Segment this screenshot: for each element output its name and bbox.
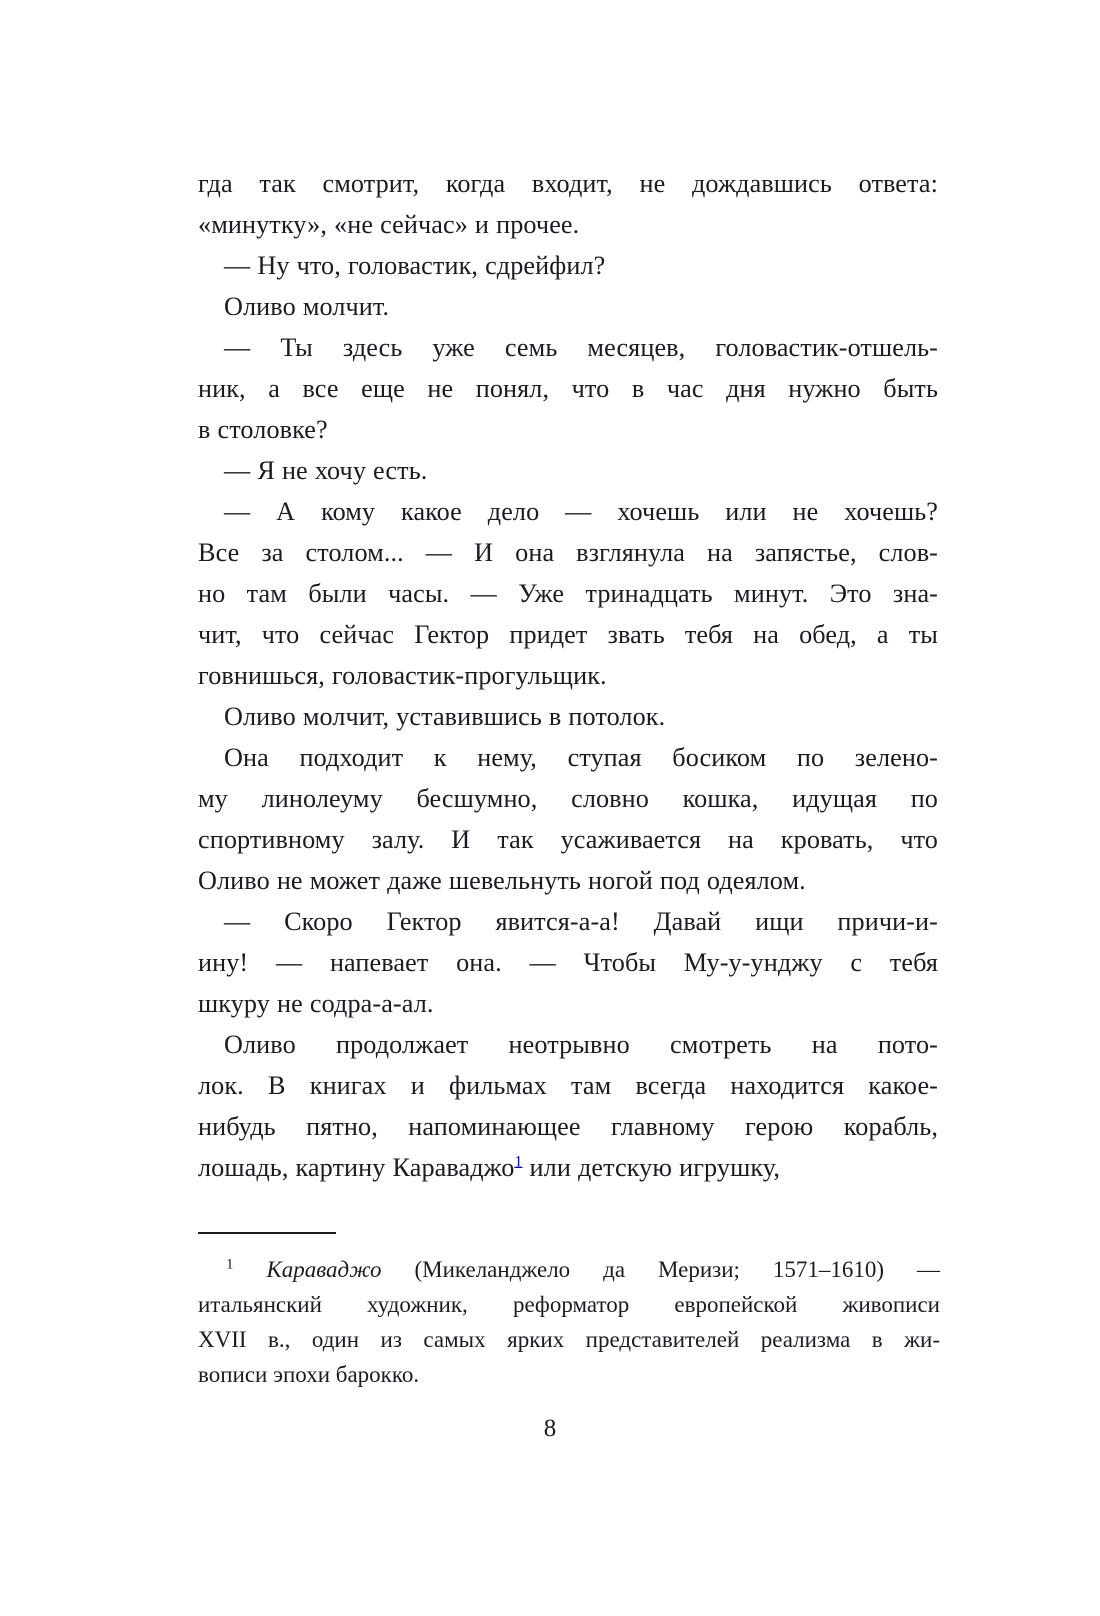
text-line: ину! — напевает она. — Чтобы Му-у-унджу с тебя <box>198 948 938 977</box>
text-line: — А кому какое дело — хочешь или не хочешь? <box>224 497 938 526</box>
text-line: гда так смотрит, когда входит, не дождавшись ответа: <box>198 169 938 198</box>
paragraph <box>198 327 938 450</box>
paragraph <box>198 901 938 1024</box>
text-line: Оливо продолжает неотрывно смотреть на пото- <box>224 1030 938 1059</box>
text-line: лок. В книгах и фильмах там всегда находится какое- <box>198 1071 938 1100</box>
footnote-block <box>198 1232 940 1392</box>
footnote-separator-rule <box>198 1232 336 1234</box>
body-text-column <box>198 163 938 1188</box>
text-line: — Скоро Гектор явится-а-а! Давай ищи причи-и- <box>224 907 938 936</box>
paragraph <box>198 1024 938 1188</box>
text-line: Все за столом... — И она взглянула на запястье, слов- <box>198 538 938 567</box>
footnote-line <box>198 1252 940 1287</box>
text-line: — Ты здесь уже семь месяцев, головастик-отшель- <box>224 333 938 362</box>
text-line-head: лошадь, картину Караваджо <box>198 1153 515 1182</box>
footnote-term: Караваджо <box>266 1257 382 1282</box>
footnote-text <box>198 1252 940 1392</box>
text-line: му линолеуму бесшумно, словно кошка, идущая по <box>198 784 938 813</box>
paragraph <box>198 163 938 245</box>
text-line: «минутку», «не сейчас» и прочее. <box>198 210 580 239</box>
text-line: Оливо молчит, уставившись в потолок. <box>224 702 666 731</box>
text-line: чит, что сейчас Гектор придет звать тебя на обед, а ты <box>198 620 938 649</box>
text-line: Оливо молчит. <box>224 292 390 321</box>
paragraph <box>198 491 938 696</box>
footnote-line: XVII в., один из самых ярких представителей реализма в жи- <box>198 1327 940 1352</box>
text-line: Оливо не может даже шевельнуть ногой под одеялом. <box>198 866 806 895</box>
text-line: — Ну что, головастик, сдрейфил? <box>224 251 606 280</box>
paragraph <box>198 737 938 901</box>
text-line: Она подходит к нему, ступая босиком по зелено- <box>224 743 938 772</box>
text-line: ник, а все еще не понял, что в час дня нужно быть <box>198 374 938 403</box>
text-line-with-footnote-ref <box>198 1147 938 1188</box>
footnote-line: итальянский художник, реформатор европейской живописи <box>198 1292 940 1317</box>
text-line: нибудь пятно, напоминающее главному герою корабль, <box>198 1112 938 1141</box>
text-line: говнишься, головастик-прогульщик. <box>198 661 607 690</box>
paragraph <box>198 450 938 491</box>
page-number: 8 <box>543 1415 557 1442</box>
text-line: спортивному залу. И так усаживается на кровать, что <box>198 825 938 854</box>
text-line-tail: или детскую игрушку, <box>522 1153 781 1182</box>
paragraph <box>198 245 938 286</box>
text-line: но там были часы. — Уже тринадцать минут. Это зна- <box>198 579 938 608</box>
footnote-line: вописи эпохи барокко. <box>198 1362 420 1387</box>
paragraph <box>198 286 938 327</box>
text-line: — Я не хочу есть. <box>224 456 428 485</box>
text-line: в столовке? <box>198 415 328 444</box>
footnote-line-tail: (Микеланджело да Меризи; 1571–1610) — <box>381 1257 940 1282</box>
footnote-marker: 1 <box>226 1256 234 1273</box>
text-line: шкуру не содра-а-ал. <box>198 989 434 1018</box>
footnote-reference-link[interactable]: 1 <box>514 1153 523 1171</box>
paragraph <box>198 696 938 737</box>
